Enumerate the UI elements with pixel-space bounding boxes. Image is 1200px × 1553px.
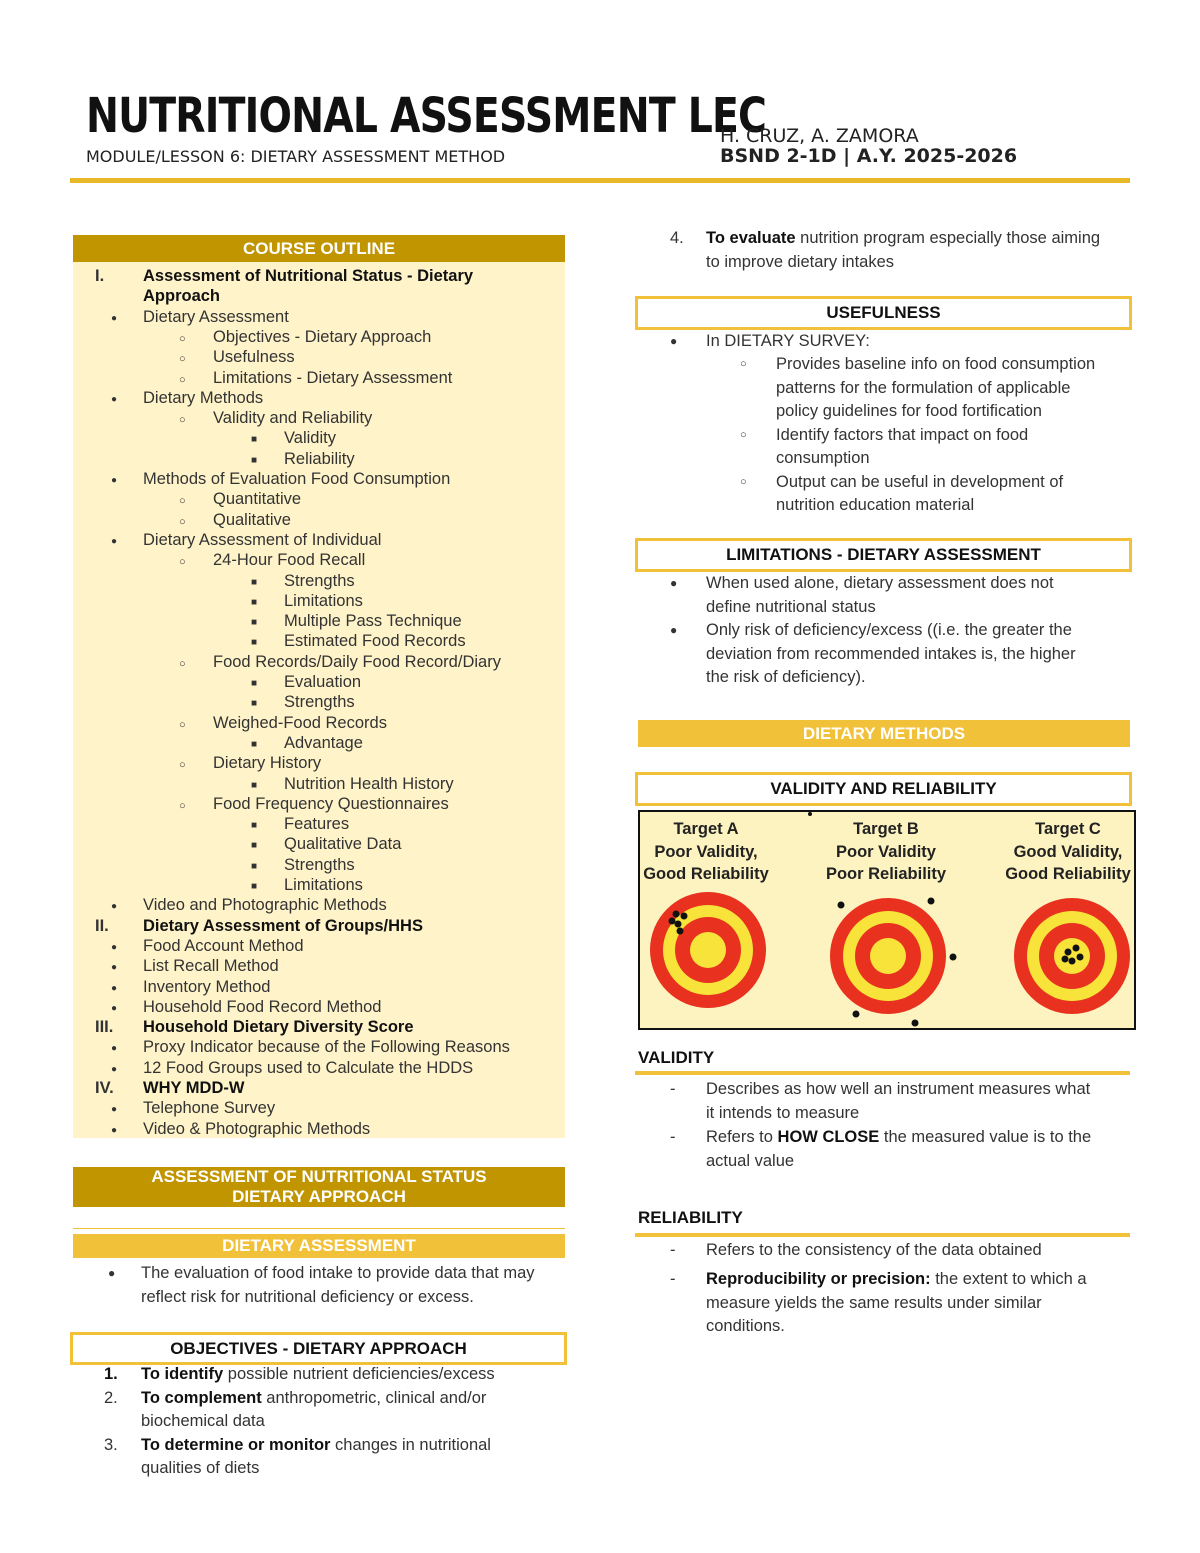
usefulness-item-line: Provides baseline info on food consumption [776, 355, 1096, 373]
bullet-icon: ■ [251, 678, 258, 689]
outline-item-label: Dietary Assessment of Groups/HHS [143, 916, 423, 935]
target-label-line1: Poor Validity, [654, 842, 758, 861]
outline-item [73, 327, 565, 347]
outline-item-label: Weighed-Food Records [213, 713, 387, 732]
outline-item-label: Quantitative [213, 490, 302, 509]
outline-numeral: I. [95, 267, 105, 285]
objective-text-line2: qualities of diets [141, 1459, 260, 1477]
limitations-item-line: define nutritional status [706, 597, 876, 616]
validity-list [670, 1078, 1140, 1174]
objective-4 [670, 227, 1140, 274]
dash-marker: - [670, 1128, 676, 1146]
bullet-icon: ● [111, 312, 118, 324]
outline-item [73, 713, 565, 733]
authors: H. CRUZ, A. ZAMORA [720, 125, 919, 147]
target-label-name: Target C [1035, 820, 1101, 838]
validity-item-line: actual value [706, 1151, 795, 1170]
assessment-heading-line1: ASSESSMENT OF NUTRITIONAL STATUS [151, 1167, 487, 1186]
bullet-icon: ○ [179, 495, 186, 508]
outline-item [73, 489, 565, 509]
outline-item [73, 266, 565, 286]
circle-bullet-icon: ○ [740, 358, 747, 370]
objective-bold: To identify [141, 1365, 224, 1383]
outline-item [73, 977, 565, 997]
assessment-heading-line2: DIETARY APPROACH [232, 1187, 406, 1206]
outline-item [73, 286, 565, 306]
objective-4-bold: To evaluate [706, 229, 796, 247]
reliability-underline [635, 1233, 1130, 1237]
target-label-line2: Poor Reliability [825, 865, 947, 883]
objective-number: 2. [104, 1388, 118, 1407]
outline-item-label: Food Account Method [143, 936, 304, 955]
bullet-icon: ● [670, 623, 678, 637]
outline-item [73, 388, 565, 408]
reliability-item-2-line3: conditions. [706, 1317, 785, 1335]
circle-bullet-icon: ○ [740, 475, 747, 488]
bullet-icon: ○ [179, 332, 186, 345]
outline-item [73, 692, 565, 712]
outline-item-label: Strengths [284, 693, 355, 712]
bullet-icon: ● [670, 334, 678, 348]
header-divider [70, 178, 1130, 183]
usefulness-intro [670, 330, 1140, 354]
reliability-item-1-text: Refers to the consistency of the data obtained [706, 1241, 1042, 1259]
bullet-icon: ● [111, 982, 118, 994]
target-label-name: Target B [853, 820, 919, 838]
outline-item [73, 794, 565, 814]
bullet-icon: ● [111, 1063, 118, 1075]
usefulness-item-line: Output can be useful in development of [776, 472, 1064, 491]
usefulness-item-line: Identify factors that impact on food [776, 425, 1029, 444]
objective-4-text: nutrition program especially those aiming [795, 229, 1101, 247]
outline-item-label: Household Food Record Method [143, 997, 382, 1016]
target-c-icon [1014, 898, 1130, 1014]
dietary-assessment-line2: reflect risk for nutritional deficiency or excess. [141, 1287, 474, 1306]
outline-item [73, 1017, 565, 1037]
outline-item-label: Video and Photographic Methods [143, 896, 387, 915]
course-outline-list [73, 266, 565, 1138]
dash-marker: - [670, 1080, 676, 1098]
objectives-heading: OBJECTIVES - DIETARY APPROACH [70, 1332, 567, 1365]
outline-item-label: Approach [143, 287, 221, 306]
objective-number: 3. [104, 1435, 118, 1454]
outline-item [73, 997, 565, 1017]
target-a-icon [650, 892, 766, 1008]
limitations-item [670, 572, 1140, 619]
bullet-icon: ■ [251, 698, 258, 710]
bullet-icon: ■ [251, 820, 258, 832]
objective-4-number: 4. [670, 229, 684, 247]
outline-item [73, 428, 565, 448]
objective-bold: To determine or monitor [141, 1435, 331, 1454]
outline-item-label: Usefulness [213, 348, 295, 367]
validity-reliability-heading: VALIDITY AND RELIABILITY [635, 772, 1132, 806]
outline-item [73, 530, 565, 550]
usefulness-list [740, 353, 1140, 518]
outline-item-label: Dietary Assessment of Individual [143, 530, 382, 549]
dietary-assessment-heading: DIETARY ASSESSMENT [73, 1234, 565, 1258]
usefulness-intro-text: In DIETARY SURVEY: [706, 332, 870, 350]
outline-item [73, 368, 565, 388]
bullet-icon: ● [111, 941, 118, 953]
reliability-item-2-bold: Reproducibility or precision: [706, 1270, 931, 1288]
outline-item-label: Evaluation [284, 673, 362, 691]
page-subtitle: MODULE/LESSON 6: DIETARY ASSESSMENT METHOD [86, 147, 506, 166]
bullet-icon: ○ [179, 759, 186, 772]
validity-item-line: Describes as how well an instrument measures what [706, 1080, 1091, 1098]
outline-item-label: 24-Hour Food Recall [213, 551, 366, 570]
bullet-icon: ○ [179, 556, 186, 569]
assessment-section-heading [73, 1167, 565, 1207]
outline-item [73, 1058, 565, 1078]
target-b-icon [808, 812, 957, 1027]
bullet-icon: ■ [251, 738, 258, 750]
outline-item [73, 916, 565, 936]
outline-item [73, 855, 565, 875]
outline-item-label: Dietary Methods [143, 388, 264, 407]
outline-item [73, 733, 565, 753]
target-label-line2: Good Reliability [643, 865, 769, 883]
outline-item-label: Methods of Evaluation Food Consumption [143, 470, 451, 488]
limitations-heading: LIMITATIONS - DIETARY ASSESSMENT [635, 538, 1132, 572]
outline-item [73, 469, 565, 489]
bullet-icon: ● [111, 475, 118, 486]
bullet-icon: ○ [179, 353, 186, 366]
objective-text: anthropometric, clinical and/or [261, 1388, 487, 1407]
bullet-icon: ■ [251, 860, 258, 872]
outline-item-label: Proxy Indicator because of the Following Reasons [143, 1038, 510, 1057]
objective-item [104, 1387, 574, 1434]
objective-item [104, 1363, 574, 1387]
bullet-icon: ● [111, 393, 118, 405]
outline-item-label: Assessment of Nutritional Status - Dietary [143, 267, 474, 285]
dash-marker: - [670, 1241, 676, 1259]
outline-item-label: Qualitative [213, 510, 291, 529]
outline-item-label: Limitations [284, 591, 363, 610]
outline-item-label: Validity and Reliability [213, 409, 373, 428]
bullet-icon: ○ [179, 515, 186, 528]
outline-item [73, 1119, 565, 1139]
limitations-item-line: deviation from recommended intakes is, the higher [706, 644, 1076, 663]
outline-item-label: Dietary History [213, 754, 322, 773]
circle-bullet-icon: ○ [740, 428, 747, 441]
bullet-icon: ○ [179, 657, 186, 670]
divider [73, 1228, 565, 1229]
reliability-item-2 [670, 1268, 1140, 1339]
objective-bold: To complement [141, 1388, 262, 1407]
bullet-icon: ■ [251, 434, 258, 446]
targets-svg [640, 812, 1134, 1028]
validity-emphasis: HOW CLOSE [777, 1128, 880, 1146]
validity-item-line: it intends to measure [706, 1103, 860, 1122]
bullet-icon: ■ [251, 637, 258, 649]
objective-4-line2: to improve dietary intakes [706, 252, 895, 271]
usefulness-item-line: policy guidelines for food fortification [776, 402, 1042, 420]
outline-item-label: Telephone Survey [143, 1099, 276, 1118]
outline-item-label: Multiple Pass Technique [284, 612, 462, 631]
outline-item [73, 652, 565, 672]
outline-item-label: Limitations - Dietary Assessment [213, 368, 453, 387]
outline-item-label: Strengths [284, 855, 355, 874]
target-label-line2: Good Reliability [1005, 865, 1131, 883]
usefulness-item [740, 424, 1140, 471]
dietary-assessment-line1: The evaluation of food intake to provide data that may [141, 1264, 535, 1282]
target-label-name: Target A [673, 820, 739, 838]
bullet-icon: ■ [251, 840, 258, 852]
outline-item [73, 1078, 565, 1098]
outline-item [73, 347, 565, 367]
target-label-line1: Poor Validity [836, 842, 936, 861]
outline-item [73, 510, 565, 530]
bullet-icon: ■ [251, 576, 258, 588]
bullet-icon: ■ [251, 596, 258, 608]
bullet-icon: ● [108, 1266, 116, 1280]
usefulness-item [740, 353, 1140, 424]
outline-item [73, 956, 565, 976]
validity-reliability-figure [638, 810, 1136, 1030]
objective-text: changes in nutritional [330, 1435, 491, 1454]
usefulness-item-line: nutrition education material [776, 496, 975, 514]
objective-number: 1. [104, 1365, 118, 1383]
authors-block [720, 126, 1017, 166]
bullet-icon: ● [111, 535, 118, 547]
limitations-item-line: Only risk of deficiency/excess ((i.e. the greater the [706, 621, 1072, 639]
outline-item-label: Dietary Assessment [143, 307, 289, 326]
outline-item [73, 449, 565, 469]
outline-item-label: Reliability [284, 449, 355, 468]
outline-item-label: Features [284, 815, 350, 834]
bullet-icon: ● [111, 1043, 118, 1055]
bullet-icon: ■ [251, 779, 258, 791]
objective-text: possible nutrient deficiencies/excess [223, 1365, 495, 1383]
outline-item-label: Household Dietary Diversity Score [143, 1018, 414, 1037]
course-outline-heading: COURSE OUTLINE [73, 235, 565, 262]
validity-item [670, 1078, 1140, 1125]
outline-item [73, 895, 565, 915]
outline-item [73, 550, 565, 570]
bullet-icon: ● [111, 962, 118, 974]
bullet-icon: ○ [179, 799, 186, 812]
outline-item [73, 834, 565, 854]
course-info: BSND 2-1D | A.Y. 2025-2026 [720, 145, 1018, 167]
bullet-icon: ● [111, 1104, 118, 1116]
validity-item [670, 1126, 1140, 1173]
limitations-list [670, 572, 1140, 690]
objective-item [104, 1434, 574, 1481]
usefulness-item-line: patterns for the formulation of applicable [776, 378, 1071, 397]
outline-item-label: Inventory Method [143, 977, 271, 996]
outline-item [73, 1037, 565, 1057]
limitations-item-line: the risk of deficiency). [706, 668, 866, 686]
outline-item [73, 753, 565, 773]
outline-item [73, 936, 565, 956]
page-title: NUTRITIONAL ASSESSMENT LEC [86, 88, 767, 144]
outline-item-label: 12 Food Groups used to Calculate the HDDS [143, 1058, 474, 1077]
outline-item-label: WHY MDD-W [143, 1079, 245, 1097]
dietary-methods-heading: DIETARY METHODS [638, 720, 1130, 747]
outline-item-label: List Recall Method [143, 957, 279, 976]
validity-heading: VALIDITY [638, 1048, 715, 1067]
bullet-icon: ○ [179, 718, 186, 731]
outline-item [73, 591, 565, 611]
outline-numeral: III. [95, 1018, 114, 1037]
usefulness-item-line: consumption [776, 449, 870, 467]
reliability-item-2-line2: measure yields the same results under similar [706, 1293, 1042, 1312]
bullet-icon: ○ [179, 373, 186, 386]
outline-item [73, 1098, 565, 1118]
usefulness-heading: USEFULNESS [635, 296, 1132, 330]
outline-item-label: Validity [284, 429, 336, 448]
validity-underline [635, 1071, 1130, 1075]
outline-item [73, 571, 565, 591]
outline-item-label: Estimated Food Records [284, 632, 466, 651]
outline-item-label: Food Records/Daily Food Record/Diary [213, 652, 501, 671]
bullet-icon: ● [111, 901, 118, 913]
outline-item [73, 611, 565, 631]
usefulness-item [740, 471, 1140, 518]
outline-item [73, 408, 565, 428]
outline-item [73, 774, 565, 794]
bullet-icon: ■ [251, 454, 258, 466]
target-label-line1: Good Validity, [1013, 842, 1123, 861]
outline-item-label: Strengths [284, 571, 355, 590]
bullet-icon: ■ [251, 617, 258, 629]
outline-item [73, 307, 565, 327]
outline-item-label: Video & Photographic Methods [143, 1119, 371, 1138]
limitations-item-line: When used alone, dietary assessment does not [706, 574, 1054, 592]
dietary-assessment-bullet [108, 1262, 578, 1309]
outline-item-label: Limitations [284, 876, 363, 894]
outline-item [73, 814, 565, 834]
outline-numeral: II. [95, 916, 109, 935]
bullet-icon: ● [670, 576, 678, 590]
outline-item-label: Nutrition Health History [284, 774, 454, 793]
outline-item [73, 672, 565, 692]
outline-item-label: Qualitative Data [284, 835, 402, 854]
limitations-item [670, 619, 1140, 690]
bullet-icon: ○ [179, 414, 186, 427]
dash-marker: - [670, 1270, 676, 1288]
outline-item-label: Advantage [284, 733, 363, 752]
bullet-icon: ■ [251, 881, 258, 892]
outline-item [73, 631, 565, 651]
outline-item [73, 875, 565, 895]
reliability-heading: RELIABILITY [638, 1208, 743, 1227]
bullet-icon: ● [111, 1124, 118, 1136]
outline-item-label: Food Frequency Questionnaires [213, 794, 449, 813]
outline-numeral: IV. [95, 1079, 114, 1097]
reliability-item-1 [670, 1239, 1140, 1263]
validity-item-line: Refers to HOW CLOSE the measured value is to the [706, 1128, 1092, 1146]
objective-text-line2: biochemical data [141, 1412, 265, 1430]
reliability-item-2-text: the extent to which a [930, 1270, 1087, 1288]
bullet-icon: ● [111, 1002, 118, 1014]
outline-item-label: Objectives - Dietary Approach [213, 327, 432, 346]
objectives-list [104, 1363, 574, 1481]
